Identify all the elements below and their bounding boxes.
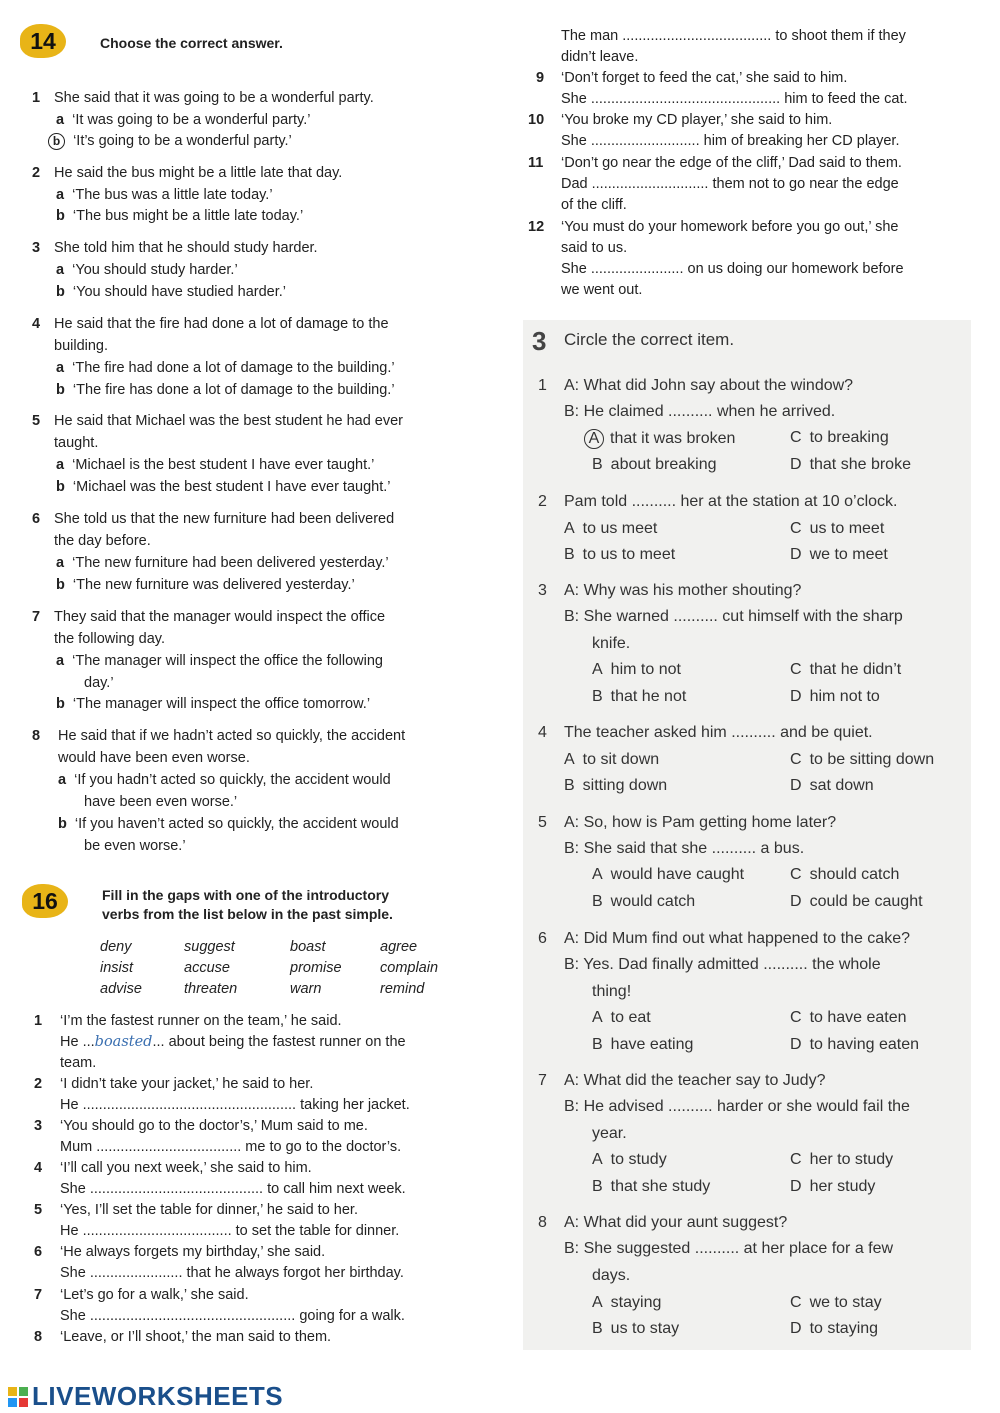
ex3-q5-line2: B: She said that she .......... a bus. <box>564 840 805 857</box>
ex3-q5-option-d[interactable]: D could be caught <box>790 893 923 910</box>
ex16-a1[interactable]: He ...boasted... about being the fastest runner on the <box>60 1034 406 1050</box>
item-number: 6 <box>32 511 41 527</box>
item-number: 2 <box>538 493 547 510</box>
ex3-q7-option-b[interactable]: B that she study <box>592 1178 711 1195</box>
logo-squares-icon <box>8 1387 28 1407</box>
ex3-q8-line3: days. <box>592 1267 631 1284</box>
ex16-a3[interactable]: Mum .................................... me to go to the doctor’s. <box>60 1139 402 1155</box>
verb: advise <box>100 981 142 997</box>
verb: warn <box>290 981 322 997</box>
ex16-q2: ‘I didn’t take your jacket,’ he said to her. <box>60 1076 314 1092</box>
ex3-q8-option-b[interactable]: B us to stay <box>592 1320 680 1337</box>
ex3-q6-line3: thing! <box>592 983 632 1000</box>
ex3-q5-line1: A: So, how is Pam getting home later? <box>564 814 837 831</box>
ex16-a8[interactable]: The man ..................................... to shoot them if they <box>561 28 906 44</box>
ex3-q5-option-b[interactable]: B would catch <box>592 893 696 910</box>
ex14-q6-b[interactable]: b ‘The new furniture was delivered yesterday.’ <box>56 577 355 593</box>
item-number: 4 <box>538 724 547 741</box>
item-number: 5 <box>538 814 547 831</box>
ex3-q2-option-a[interactable]: A to us meet <box>564 520 658 537</box>
ex3-q6-option-d[interactable]: D to having eaten <box>790 1036 919 1053</box>
item-number: 3 <box>34 1118 43 1134</box>
ex3-q7-option-d[interactable]: D her study <box>790 1178 876 1195</box>
ex16-a10[interactable]: She ........................... him of breaking her CD player. <box>561 133 900 149</box>
ex3-q3-option-b[interactable]: B that he not <box>592 688 687 705</box>
ex3-q8-line1: A: What did your aunt suggest? <box>564 1214 788 1231</box>
item-number: 7 <box>32 609 41 625</box>
item-number: 11 <box>528 155 544 171</box>
item-number: 3 <box>538 582 547 599</box>
ex3-q1-option-c[interactable]: C to breaking <box>790 429 889 446</box>
ex3-q8-line2: B: She suggested .......... at her place for a few <box>564 1240 894 1257</box>
exercise-3-instruction: Circle the correct item. <box>564 330 735 349</box>
ex16-q1: ‘I’m the fastest runner on the team,’ he said. <box>60 1013 342 1029</box>
exercise-3-panel <box>523 320 971 1350</box>
item-number: 8 <box>34 1329 43 1345</box>
ex3-q7-option-a[interactable]: A to study <box>592 1151 667 1168</box>
ex14-q5-b[interactable]: b ‘Michael was the best student I have ever taught.’ <box>56 479 391 495</box>
verb: insist <box>100 960 134 976</box>
ex3-q8-option-c[interactable]: C we to stay <box>790 1294 882 1311</box>
item-number: 5 <box>32 413 41 429</box>
item-number: 1 <box>538 377 547 394</box>
ex14-q6-a[interactable]: a ‘The new furniture had been delivered yesterday.’ <box>56 555 389 571</box>
handwritten-answer: boasted <box>94 1034 153 1050</box>
ex3-q4-option-a[interactable]: A to sit down <box>564 751 660 768</box>
ex16-a12[interactable]: She ....................... on us doing our homework before <box>561 261 904 277</box>
ex14-q3-a[interactable]: a ‘You should study harder.’ <box>56 262 238 278</box>
ex14-item-1 <box>32 90 40 106</box>
ex16-q12: ‘You must do your homework before you go out,’ she <box>561 219 899 235</box>
verb: remind <box>380 981 425 997</box>
item-number: 6 <box>34 1244 43 1260</box>
ex14-q6: She told us that the new furniture had been delivered <box>54 511 395 527</box>
ex16-a4[interactable]: She ........................................... to call him next week. <box>60 1181 406 1197</box>
ex14-q2-b[interactable]: b ‘The bus might be a little late today.’ <box>56 208 304 224</box>
ex14-q4: He said that the fire had done a lot of damage to the <box>54 316 389 332</box>
ex3-q5-option-c[interactable]: C should catch <box>790 866 900 883</box>
ex3-q7-line1: A: What did the teacher say to Judy? <box>564 1072 826 1089</box>
ex3-q6-option-b[interactable]: B have eating <box>592 1036 694 1053</box>
exercise-3-number: 3 <box>532 326 547 356</box>
item-number: 12 <box>528 219 545 235</box>
ex14-q2: He said the bus might be a little late that day. <box>54 165 343 181</box>
ex16-q11: ‘Don’t go near the edge of the cliff,’ Dad said to them. <box>561 155 902 171</box>
ex16-a12-cont: we went out. <box>561 282 643 298</box>
ex3-q3-line3: knife. <box>592 635 631 652</box>
ex3-q7-option-c[interactable]: C her to study <box>790 1151 894 1168</box>
ex14-q5-a[interactable]: a ‘Michael is the best student I have ever taught.’ <box>56 457 375 473</box>
ex14-q1-a[interactable]: a ‘It was going to be a wonderful party.’ <box>56 112 311 128</box>
ex16-a11-cont: of the cliff. <box>561 197 627 213</box>
ex3-q4-line1: The teacher asked him .......... and be quiet. <box>564 724 873 741</box>
item-number: 2 <box>32 165 41 181</box>
ex3-q8-option-d[interactable]: D to staying <box>790 1320 879 1337</box>
ex3-q4-option-c[interactable]: C to be sitting down <box>790 751 935 768</box>
ex16-a11[interactable]: Dad ............................. them not to go near the edge <box>561 176 899 192</box>
ex3-q1-option-a[interactable]: A that it was broken <box>584 429 735 449</box>
ex3-q1-option-d[interactable]: D that she broke <box>790 456 911 473</box>
ex16-a7[interactable]: She ................................................... going for a walk. <box>60 1308 405 1324</box>
ex3-q3-option-a[interactable]: A him to not <box>592 661 681 678</box>
ex14-q8-b-cont: be even worse.’ <box>84 838 186 854</box>
item-number: 1 <box>32 90 41 106</box>
item-number: 6 <box>538 930 547 947</box>
ex3-q1-line2: B: He claimed .......... when he arrived. <box>564 403 836 420</box>
ex16-q9: ‘Don’t forget to feed the cat,’ she said to him. <box>561 70 848 86</box>
ex16-q6: ‘He always forgets my birthday,’ she said. <box>60 1244 326 1260</box>
ex14-q1: She said that it was going to be a wonderful party. <box>54 90 374 106</box>
ex3-q6-option-c[interactable]: C to have eaten <box>790 1009 907 1026</box>
verb: complain <box>380 960 439 976</box>
ex3-q7-line3: year. <box>592 1125 627 1142</box>
ex3-q2-option-c[interactable]: C us to meet <box>790 520 885 537</box>
ex3-q3-option-c[interactable]: C that he didn’t <box>790 661 902 678</box>
ex14-q7: They said that the manager would inspect the office <box>54 609 386 625</box>
item-number: 7 <box>538 1072 547 1089</box>
ex3-q6-line1: A: Did Mum find out what happened to the cake? <box>564 930 910 947</box>
ex3-q4-option-b[interactable]: B sitting down <box>564 777 668 794</box>
ex3-q1-line1: A: What did John say about the window? <box>564 377 854 394</box>
verb: agree <box>380 939 418 955</box>
ex16-a9[interactable]: She ............................................... him to feed the cat. <box>561 91 908 107</box>
verb: accuse <box>184 960 230 976</box>
ex3-q6-line2: B: Yes. Dad finally admitted .......... the whole <box>564 956 881 973</box>
ex14-q1-b[interactable]: b ‘It’s going to be a wonderful party.’ <box>48 133 292 150</box>
ex14-q4-b[interactable]: b ‘The fire has done a lot of damage to the building.’ <box>56 382 395 398</box>
item-number: 3 <box>32 240 41 256</box>
item-number: 9 <box>536 70 545 86</box>
logo-text: LIVEWORKSHEETS <box>32 1381 284 1411</box>
ex14-q8-b[interactable]: b ‘If you haven’t acted so quickly, the accident would <box>58 816 399 832</box>
exercise-16-instruction-1: Fill in the gaps with one of the introductory <box>102 887 389 903</box>
circled-answer-icon: b <box>48 133 65 150</box>
ex14-q3-b[interactable]: b ‘You should have studied harder.’ <box>56 284 287 300</box>
ex3-q2-option-b[interactable]: B to us to meet <box>564 546 676 563</box>
item-number: 1 <box>34 1013 43 1029</box>
liveworksheets-logo[interactable] <box>8 1381 283 1412</box>
ex3-q3-line2: B: She warned .......... cut himself with the sharp <box>564 608 903 625</box>
ex3-q3-option-d[interactable]: D him not to <box>790 688 880 705</box>
ex16-q12-cont: said to us. <box>561 240 628 256</box>
ex14-q7-a[interactable]: a ‘The manager will inspect the office the following <box>56 653 383 669</box>
ex16-q3: ‘You should go to the doctor’s,’ Mum said to me. <box>60 1118 368 1134</box>
ex14-q8-a[interactable]: a ‘If you hadn’t acted so quickly, the accident would <box>58 772 391 788</box>
item-number: 5 <box>34 1202 43 1218</box>
verb: promise <box>290 960 342 976</box>
item-number: 2 <box>34 1076 43 1092</box>
item-number: 4 <box>32 316 41 332</box>
verb: boast <box>290 939 326 955</box>
ex16-a8-cont: didn’t leave. <box>561 49 639 65</box>
ex16-a5[interactable]: He ..................................... to set the table for dinner. <box>60 1223 400 1239</box>
ex14-q5-cont: taught. <box>54 435 99 451</box>
ex3-q8-option-a[interactable]: A staying <box>592 1294 662 1311</box>
exercise-14-badge: 14 <box>20 24 66 58</box>
ex14-q8: He said that if we hadn’t acted so quickly, the accident <box>58 728 406 744</box>
ex14-q2-a[interactable]: a ‘The bus was a little late today.’ <box>56 187 273 203</box>
ex3-q5-option-a[interactable]: A would have caught <box>592 866 745 883</box>
ex16-a6[interactable]: She ....................... that he always forgot her birthday. <box>60 1265 404 1281</box>
ex16-q5: ‘Yes, I’ll set the table for dinner,’ he said to her. <box>60 1202 358 1218</box>
ex14-q5: He said that Michael was the best student he had ever <box>54 413 404 429</box>
verb: threaten <box>184 981 238 997</box>
ex3-q1-option-b[interactable]: B about breaking <box>592 456 717 473</box>
ex16-a2[interactable]: He ..................................................... taking her jacket. <box>60 1097 410 1113</box>
ex16-q4: ‘I’ll call you next week,’ she said to him. <box>60 1160 312 1176</box>
ex3-q4-option-d[interactable]: D sat down <box>790 777 874 794</box>
item-number: 10 <box>528 112 545 128</box>
exercise-14-instruction: Choose the correct answer. <box>100 35 283 51</box>
ex14-q3: She told him that he should study harder. <box>54 240 318 256</box>
ex14-q8-cont: would have been even worse. <box>58 750 250 766</box>
ex14-q4-a[interactable]: a ‘The fire had done a lot of damage to the building.’ <box>56 360 395 376</box>
item-number: 7 <box>34 1287 43 1303</box>
ex14-q7-cont: the following day. <box>54 631 165 647</box>
ex14-q8-a-cont: have been even worse.’ <box>84 794 238 810</box>
ex3-q2-line1: Pam told .......... her at the station at 10 o’clock. <box>564 493 898 510</box>
ex16-a1-cont: team. <box>60 1055 97 1071</box>
verb: suggest <box>184 939 235 955</box>
ex16-q8: ‘Leave, or I’ll shoot,’ the man said to them. <box>60 1329 332 1345</box>
ex3-q6-option-a[interactable]: A to eat <box>592 1009 651 1026</box>
ex3-q7-line2: B: He advised .......... harder or she would fail the <box>564 1098 910 1115</box>
ex14-q7-b[interactable]: b ‘The manager will inspect the office tomorrow.’ <box>56 696 371 712</box>
ex3-q2-option-d[interactable]: D we to meet <box>790 546 888 563</box>
ex14-q4-cont: building. <box>54 338 109 354</box>
item-number: 4 <box>34 1160 43 1176</box>
ex16-q7: ‘Let’s go for a walk,’ she said. <box>60 1287 249 1303</box>
exercise-16-instruction-2: verbs from the list below in the past simple. <box>102 906 393 922</box>
item-number: 8 <box>538 1214 547 1231</box>
exercise-16-badge: 16 <box>22 884 68 918</box>
circled-answer-icon: A <box>584 429 604 449</box>
ex16-q10: ‘You broke my CD player,’ she said to him. <box>561 112 833 128</box>
ex3-q3-line1: A: Why was his mother shouting? <box>564 582 802 599</box>
verb: deny <box>100 939 132 955</box>
ex14-q6-cont: the day before. <box>54 533 151 549</box>
ex14-q7-a-cont: day.’ <box>84 675 114 691</box>
item-number: 8 <box>32 728 41 744</box>
